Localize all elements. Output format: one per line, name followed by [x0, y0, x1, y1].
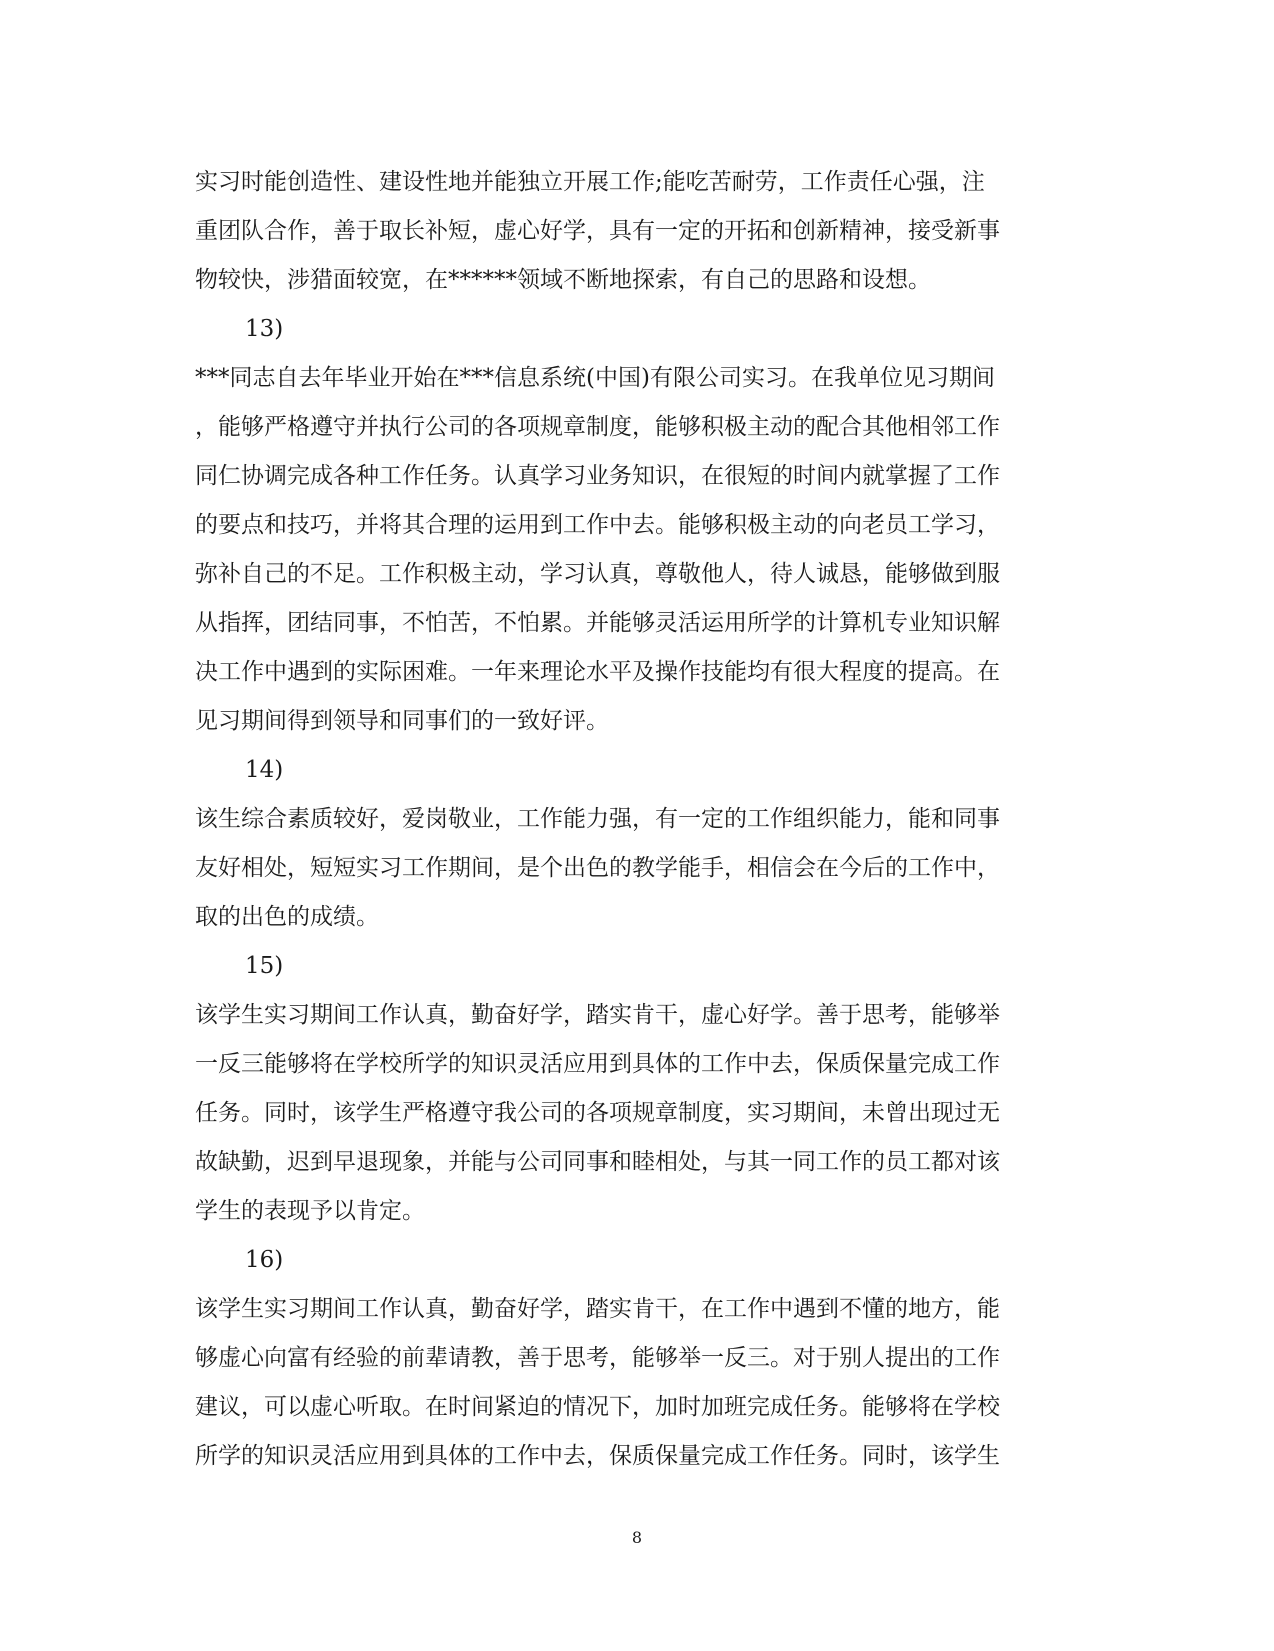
text-line: 该学生实习期间工作认真，勤奋好学，踏实肯干，在工作中遇到不懂的地方，能 — [195, 1296, 1000, 1322]
text-line: 实习时能创造性、建设性地并能独立开展工作;能吃苦耐劳，工作责任心强，注 — [195, 169, 985, 195]
text-line: 学生的表现予以肯定。 — [195, 1198, 425, 1224]
text-line: 该生综合素质较好，爱岗敬业，工作能力强，有一定的工作组织能力，能和同事 — [195, 806, 1000, 832]
text-line: 物较快，涉猎面较宽，在******领域不断地探索，有自己的思路和设想。 — [195, 267, 931, 293]
item-number: 13) — [245, 316, 284, 342]
text-line: 够虚心向富有经验的前辈请教，善于思考，能够举一反三。对于别人提出的工作 — [195, 1345, 1000, 1371]
item-number: 15) — [245, 953, 284, 979]
text-line: 该学生实习期间工作认真，勤奋好学，踏实肯干，虚心好学。善于思考，能够举 — [195, 1002, 1000, 1028]
text-line: ，能够严格遵守并执行公司的各项规章制度，能够积极主动的配合其他相邻工作 — [195, 414, 1000, 440]
item-number: 16) — [245, 1247, 284, 1273]
text-line: ***同志自去年毕业开始在***信息系统(中国)有限公司实习。在我单位见习期间 — [195, 365, 995, 391]
text-line: 决工作中遇到的实际困难。一年来理论水平及操作技能均有很大程度的提高。在 — [195, 659, 1000, 685]
text-line: 从指挥，团结同事，不怕苦，不怕累。并能够灵活运用所学的计算机专业知识解 — [195, 610, 1000, 636]
text-line: 所学的知识灵活应用到具体的工作中去，保质保量完成工作任务。同时，该学生 — [195, 1443, 1000, 1469]
text-line: 建议，可以虚心听取。在时间紧迫的情况下，加时加班完成任务。能够将在学校 — [195, 1394, 1000, 1420]
text-line: 一反三能够将在学校所学的知识灵活应用到具体的工作中去，保质保量完成工作 — [195, 1051, 1000, 1077]
text-line: 的要点和技巧，并将其合理的运用到工作中去。能够积极主动的向老员工学习， — [195, 512, 1000, 538]
text-line: 取的出色的成绩。 — [195, 904, 379, 930]
document-body — [195, 158, 1075, 1481]
text-line: 任务。同时，该学生严格遵守我公司的各项规章制度，实习期间，未曾出现过无 — [195, 1100, 1000, 1126]
text-line: 同仁协调完成各种工作任务。认真学习业务知识，在很短的时间内就掌握了工作 — [195, 463, 1000, 489]
item-number: 14) — [245, 757, 284, 783]
text-line: 弥补自己的不足。工作积极主动，学习认真，尊敬他人，待人诚恳，能够做到服 — [195, 561, 1000, 587]
text-line: 重团队合作，善于取长补短，虚心好学，具有一定的开拓和创新精神，接受新事 — [195, 218, 1000, 244]
text-line: 友好相处，短短实习工作期间，是个出色的教学能手，相信会在今后的工作中， — [195, 855, 1000, 881]
text-line: 故缺勤，迟到早退现象，并能与公司同事和睦相处，与其一同工作的员工都对该 — [195, 1149, 1000, 1175]
text-line: 见习期间得到领导和同事们的一致好评。 — [195, 708, 609, 734]
page-number: 8 — [631, 1528, 643, 1547]
